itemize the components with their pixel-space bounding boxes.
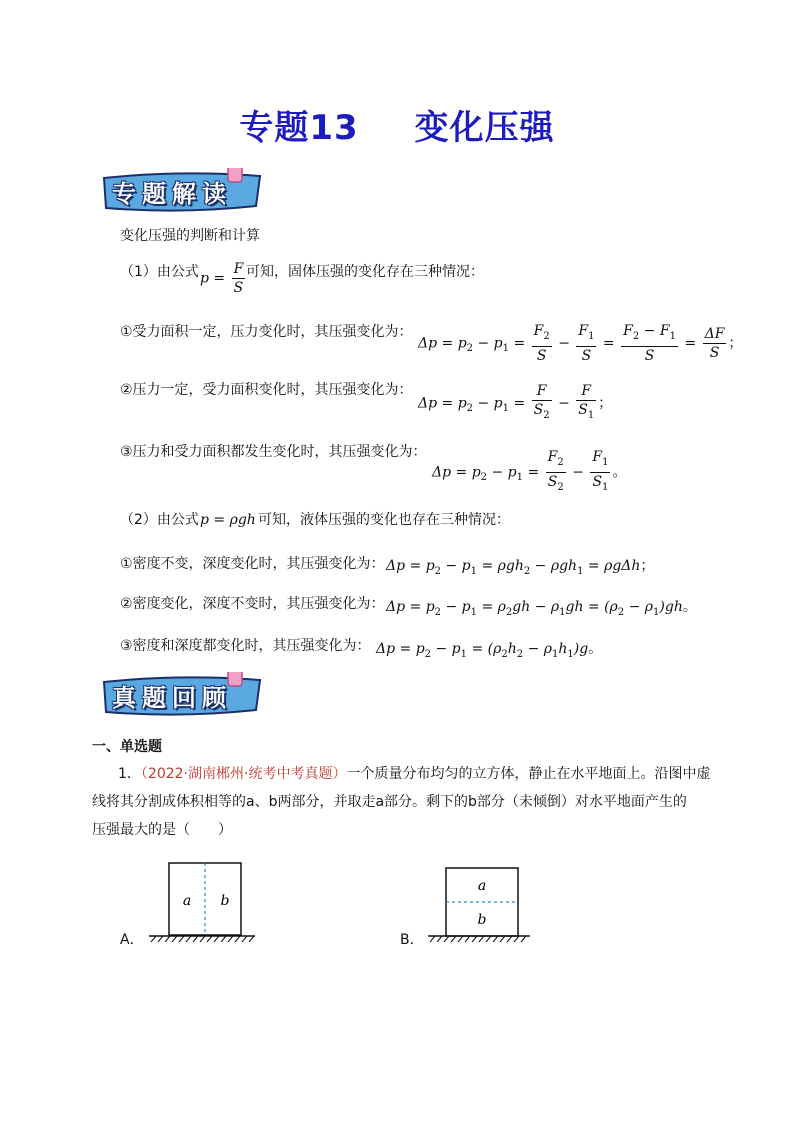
formula-p-rho-g-h: p = ρgh: [200, 512, 256, 528]
period: 。: [588, 641, 603, 657]
liquid-case-3: ③密度和深度都变化时，其压强变化为：: [120, 638, 371, 654]
title-topic-name: 变化压强: [414, 108, 555, 148]
section-banner-interpretation: [100, 168, 260, 212]
question-text-line1: 一个质量分布均匀的立方体，静止在水平地面上。沿图中虚: [346, 766, 711, 782]
figure-label-b: b: [477, 912, 487, 928]
semicolon: ；: [728, 335, 743, 352]
solid-intro-post: 可知，固体压强的变化存在三种情况：: [246, 264, 484, 280]
period: 。: [682, 599, 697, 615]
semicolon: ；: [598, 395, 613, 412]
solid-case-1: ①受力面积一定，压力变化时，其压强变化为：: [120, 324, 413, 340]
semicolon: ；: [640, 558, 655, 574]
liquid-case-1: ①密度不变，深度变化时，其压强变化为：: [120, 556, 385, 572]
banner-label: 真题回顾: [112, 683, 232, 712]
formula-liquid-case-3: $\Delta p = p_2 - p_1 = (\rho_2h_2 - \rho_1h_1)g$。: [376, 641, 603, 660]
banner-label: 专题解读: [112, 179, 232, 208]
question-source: （2022·湖南郴州·统考中考真题）: [140, 766, 347, 782]
option-a-figure: [145, 862, 260, 944]
question-text-line2: 线将其分割成体积相等的a、b两部分，并取走a部分。剩下的b部分（未倾倒）对水平地面产生的: [92, 794, 687, 810]
option-b-label[interactable]: B．: [400, 932, 424, 948]
question-number: 1．: [118, 766, 141, 782]
formula-solid-case-2: $\Delta p = p_2 - p_1$ = $\frac{F}{S_2}$ − $\frac{F}{S_1}$ ；: [418, 383, 613, 421]
option-b-figure: [424, 866, 534, 944]
question-1: [92, 760, 712, 844]
liquid-case-2: ②密度变化，深度不变时，其压强变化为：: [120, 596, 385, 612]
solid-case-2: ②压力一定，受力面积变化时，其压强变化为：: [120, 382, 413, 398]
page-title: [0, 100, 794, 149]
formula-p-f-over-s: p = $\frac{F}{S}$: [200, 261, 244, 296]
figure-label-b: b: [220, 893, 230, 909]
question-text-line3: 压强最大的是（ ）: [92, 822, 232, 838]
formula-liquid-case-1: $\Delta p = p_2 - p_1 = \rho gh_2 - \rho gh_1 = \rho g\Delta h$；: [386, 558, 655, 577]
formula-solid-case-1: $\Delta p = p_2 - p_1$ = $\frac{F_2}{S}$ − $\frac{F_1}{S}$ = $\frac{F_2 - F_1}{S}$ = $\frac{\Delta F}{S}$ ；: [418, 323, 743, 364]
formula-solid-case-3: $\Delta p = p_2 - p_1$ = $\frac{F_2}{S_2}$ − $\frac{F_1}{S_1}$ 。: [432, 449, 627, 493]
liquid-intro-pre: （2）由公式: [120, 512, 199, 528]
title-topic-number: 专题13: [239, 108, 359, 148]
option-a-label[interactable]: A．: [120, 932, 144, 948]
liquid-intro-post: 可知，液体压强的变化也存在三种情况：: [258, 512, 510, 528]
figure-label-a: a: [182, 893, 192, 909]
section-banner-review: [100, 672, 260, 716]
solid-intro-line: [120, 262, 199, 282]
solid-case-3: ③压力和受力面积都发生变化时，其压强变化为：: [120, 444, 427, 460]
intro-heading: 变化压强的判断和计算: [120, 228, 260, 244]
section-heading-single-choice: 一、单选题: [92, 739, 162, 755]
figure-label-a: a: [477, 878, 487, 894]
solid-intro-pre: （1）由公式: [120, 264, 199, 280]
formula-liquid-case-2: $\Delta p = p_2 - p_1 = \rho_2gh - \rho_1gh = (\rho_2 - \rho_1)gh$。: [386, 599, 697, 618]
period: 。: [612, 464, 627, 481]
